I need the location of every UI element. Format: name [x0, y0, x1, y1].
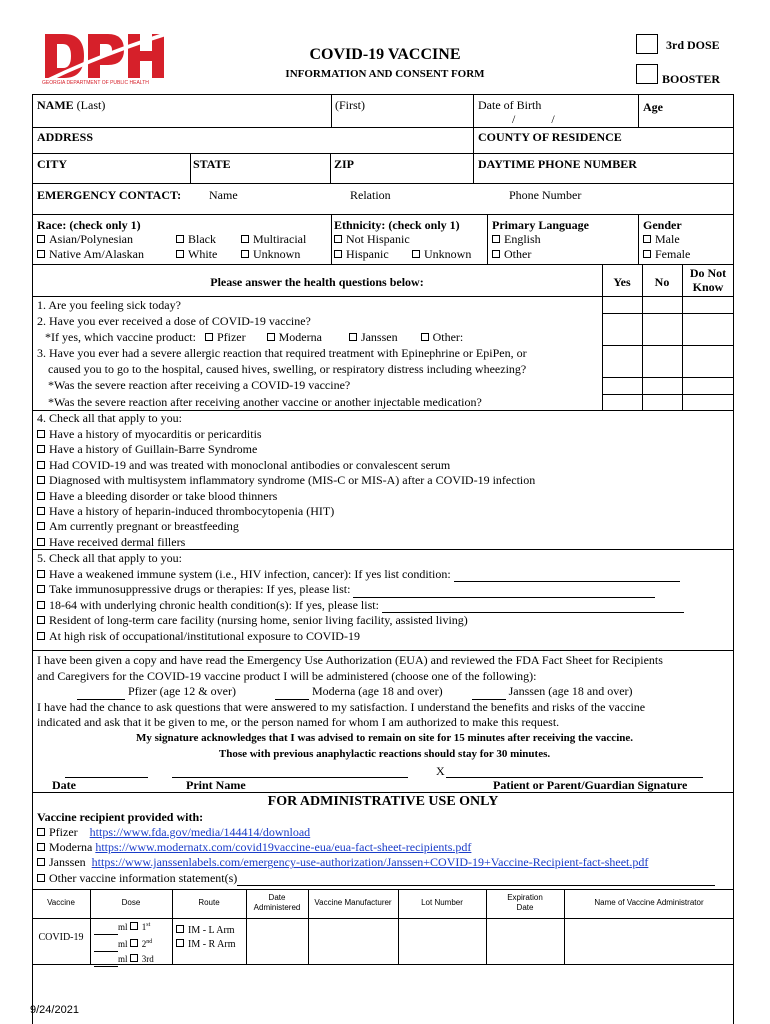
checkbox-icon [241, 235, 249, 243]
q5-chronic-input[interactable] [382, 601, 684, 613]
consent-p6: Those with previous anaphylactic reactions should stay for 30 minutes. [218, 747, 551, 760]
question-2: 2. Have you ever received a dose of COVID-19 vaccine? [37, 314, 311, 328]
q5-ltc[interactable]: Resident of long-term care facility (nursing home, senior living facility, assisted living) [37, 613, 684, 628]
checkbox-icon [37, 843, 45, 851]
emergency-name-label: Name [209, 188, 238, 202]
q2-other[interactable]: Other: [421, 330, 464, 344]
consent-choices [37, 684, 732, 700]
col-expiration: Expiration Date [507, 893, 543, 912]
col-date: Date Administered [253, 893, 301, 912]
question-5: 5. Check all that apply to you: [37, 551, 182, 565]
consent-p1: I have been given a copy and have read the Emergency Use Authorization (EUA) and reviewed the FDA Fact Sheet for Recipients [37, 653, 663, 667]
question-3d: *Was the severe reaction after receiving another vaccine or another injectable medication? [48, 395, 482, 409]
state-label: STATE [193, 157, 231, 171]
q4-guillain-barre[interactable]: Have a history of Guillain-Barre Syndrome [37, 442, 535, 457]
row-route [176, 924, 236, 952]
checkbox-icon [37, 430, 45, 438]
health-header: Please answer the health questions below: [210, 275, 424, 289]
moderna-choice: Moderna (age 18 and over) [311, 684, 443, 699]
dob-label: Date of Birth [478, 98, 542, 112]
checkbox-icon [37, 570, 45, 578]
language-english[interactable]: English [492, 232, 541, 247]
race-native[interactable]: Native Am/Alaskan [37, 247, 144, 262]
checkbox-icon [176, 939, 184, 947]
col-route: Route [198, 898, 220, 907]
q5-chronic[interactable]: 18-64 with underlying chronic health condition(s): If yes, please list: [37, 598, 684, 613]
dose3-label: 3rd DOSE [666, 38, 720, 52]
janssen-link[interactable]: https://www.janssenlabels.com/emergency-use-authorization/Janssen+COVID-19+Vaccine-Recipient-fact-sheet.pdf [91, 855, 649, 870]
ethnicity-label: Ethnicity: (check only 1) [334, 218, 460, 232]
city-label: CITY [37, 157, 68, 171]
checkbox-icon [176, 925, 184, 933]
yes-header: Yes [613, 275, 631, 289]
print-name-label: Print Name [186, 778, 246, 792]
race-white[interactable]: White [176, 247, 217, 262]
question-4-list [37, 427, 535, 550]
q5-immunosuppressive[interactable]: Take immunosuppressive drugs or therapies: If yes, please list: [37, 582, 684, 597]
language-other[interactable]: Other [492, 247, 531, 262]
booster-label: BOOSTER [662, 72, 721, 86]
checkbox-icon [37, 601, 45, 609]
checkbox-icon [176, 235, 184, 243]
language-label: Primary Language [492, 218, 589, 232]
q5-immunosuppressive-input[interactable] [353, 586, 655, 598]
ethnicity-unknown[interactable]: Unknown [412, 247, 471, 262]
name-first-label: (First) [335, 98, 365, 112]
checkbox-icon [37, 476, 45, 484]
dose3-checkbox[interactable] [636, 34, 658, 54]
consent-p4: indicated and ask that it be given to me, or the person named for whom I am authorized to make this request. [37, 715, 560, 730]
dose-2[interactable]: ml 2nd [94, 935, 154, 952]
moderna-link[interactable]: https://www.modernatx.com/covid19vaccine-eua/eua-fact-sheet-recipients.pdf [95, 840, 472, 855]
route-left-arm[interactable]: IM - L Arm [176, 924, 236, 938]
dose-3[interactable]: ml 3rd [94, 952, 154, 967]
gender-female[interactable]: Female [643, 247, 690, 262]
question-2a: *If yes, which vaccine product: Pfizer Moderna Janssen Other: [45, 330, 464, 344]
checkbox-icon [205, 333, 213, 341]
admin-pfizer[interactable]: Pfizer https://www.fda.gov/media/144414/download [37, 825, 715, 840]
q4-pregnant[interactable]: Am currently pregnant or breastfeeding [37, 519, 535, 534]
pfizer-link[interactable]: https://www.fda.gov/media/144414/download [89, 825, 311, 839]
admin-links [37, 825, 715, 886]
admin-other-input[interactable] [237, 874, 715, 886]
consent-p2: and Caregivers for the COVID-19 vaccine product I will be administered (choose one of the following): [37, 668, 537, 683]
q5-immune-input[interactable] [454, 570, 680, 582]
admin-janssen[interactable]: Janssen https://www.janssenlabels.com/emergency-use-authorization/Janssen+COVID-19+Vaccine-Recipient-fact-sheet.pdf [37, 855, 715, 870]
checkbox-icon [349, 333, 357, 341]
checkbox-icon [492, 250, 500, 258]
q4-dermal-fillers[interactable]: Have received dermal fillers [37, 535, 535, 550]
name-label: NAME [37, 98, 74, 112]
dob-input[interactable]: / / [512, 112, 555, 126]
checkbox-icon [37, 616, 45, 624]
checkbox-icon [37, 858, 45, 866]
q2-moderna[interactable]: Moderna [267, 330, 322, 344]
signature-x: X [436, 764, 445, 778]
checkbox-icon [643, 250, 651, 258]
name-last-input[interactable] [34, 112, 328, 126]
checkbox-icon [37, 461, 45, 469]
pfizer-choice-line[interactable] [77, 689, 125, 700]
checkbox-icon [37, 522, 45, 530]
janssen-choice: Janssen (age 18 and over) [508, 684, 633, 699]
question-3c: *Was the severe reaction after receiving a COVID-19 vaccine? [48, 378, 351, 392]
race-label: Race: (check only 1) [37, 218, 141, 232]
q4-monoclonal[interactable]: Had COVID-19 and was treated with monoclonal antibodies or convalescent serum [37, 458, 535, 473]
row-vaccine: COVID-19 [38, 932, 84, 943]
form-subtitle: INFORMATION AND CONSENT FORM [285, 68, 485, 80]
question-4: 4. Check all that apply to you: [37, 411, 182, 425]
col-manufacturer: Vaccine Manufacturer [314, 898, 392, 907]
checkbox-icon [37, 445, 45, 453]
zip-label: ZIP [334, 157, 355, 171]
checkbox-icon [241, 250, 249, 258]
checkbox-icon [130, 939, 138, 947]
race-multiracial[interactable]: Multiracial [241, 232, 306, 247]
q2-pfizer[interactable]: Pfizer [205, 330, 246, 344]
q4-mis[interactable]: Diagnosed with multisystem inflammatory syndrome (MIS-C or MIS-A) after a COVID-19 infection [37, 473, 535, 488]
consent-section [37, 653, 732, 762]
checkbox-icon [37, 538, 45, 546]
checkbox-icon [37, 250, 45, 258]
booster-checkbox[interactable] [636, 64, 658, 84]
checkbox-icon [412, 250, 420, 258]
admin-moderna[interactable]: Moderna https://www.modernatx.com/covid19vaccine-eua/eua-fact-sheet-recipients.pdf [37, 840, 715, 855]
gender-male[interactable]: Male [643, 232, 680, 247]
checkbox-icon [37, 828, 45, 836]
checkbox-icon [267, 333, 275, 341]
race-black[interactable]: Black [176, 232, 216, 247]
q4-bleeding[interactable]: Have a bleeding disorder or take blood thinners [37, 489, 535, 504]
ethnicity-not-hispanic[interactable]: Not Hispanic [334, 232, 410, 247]
date-label: Date [52, 778, 76, 792]
checkbox-icon [37, 235, 45, 243]
consent-p3: I have had the chance to ask questions that were answered to my satisfaction. I understand the benefits and risks of the vaccine [37, 699, 646, 714]
gender-label: Gender [643, 218, 682, 232]
emergency-label: EMERGENCY CONTACT: [37, 188, 182, 202]
admin-provided: Vaccine recipient provided with: [37, 810, 204, 824]
race-unknown[interactable]: Unknown [241, 247, 300, 262]
county-label: COUNTY OF RESIDENCE [478, 130, 622, 144]
checkbox-icon [37, 492, 45, 500]
dph-logo-subtitle: GEORGIA DEPARTMENT OF PUBLIC HEALTH [42, 80, 149, 86]
checkbox-icon [37, 507, 45, 515]
col-vaccine: Vaccine [47, 898, 75, 907]
checkbox-icon [176, 250, 184, 258]
form-title: COVID-19 VACCINE [309, 46, 461, 63]
emergency-relation-label: Relation [350, 188, 391, 202]
pfizer-choice: Pfizer (age 12 & over) [128, 684, 236, 699]
age-label: Age [643, 100, 663, 114]
col-lot: Lot Number [421, 898, 463, 907]
checkbox-icon [37, 585, 45, 593]
checkbox-icon [643, 235, 651, 243]
checkbox-icon [130, 954, 138, 962]
q4-myocarditis[interactable]: Have a history of myocarditis or pericarditis [37, 427, 535, 442]
name-first-input[interactable] [334, 112, 471, 126]
address-label: ADDRESS [37, 130, 94, 144]
question-1: 1. Are you feeling sick today? [37, 298, 181, 312]
route-right-arm[interactable]: IM - R Arm [176, 938, 236, 952]
q5-occupational[interactable]: At high risk of occupational/institutional exposure to COVID-19 [37, 629, 684, 644]
admin-header: FOR ADMINISTRATIVE USE ONLY [267, 794, 499, 809]
phone-label: DAYTIME PHONE NUMBER [478, 157, 637, 171]
checkbox-icon [37, 874, 45, 882]
admin-other[interactable]: Other vaccine information statement(s) [37, 871, 715, 886]
row-dose [94, 918, 154, 967]
q2-janssen[interactable]: Janssen [349, 330, 398, 344]
date-line [65, 777, 148, 778]
q4-hit[interactable]: Have a history of heparin-induced thrombocytopenia (HIT) [37, 504, 535, 519]
janssen-choice-line[interactable] [472, 689, 506, 700]
race-asian[interactable]: Asian/Polynesian [37, 232, 133, 247]
ethnicity-hispanic[interactable]: Hispanic [334, 247, 389, 262]
name-last-label: (Last) [76, 98, 106, 112]
question-3: 3. Have you ever had a severe allergic reaction that required treatment with Epinephrine or EpiPen, or [37, 346, 527, 360]
col-administrator: Name of Vaccine Administrator [594, 898, 704, 907]
checkbox-icon [37, 632, 45, 640]
emergency-phone-label: Phone Number [509, 188, 582, 202]
question-5-list [37, 567, 684, 644]
question-3b: caused you to go to the hospital, caused hives, swelling, or respiratory distress including wheezing? [48, 362, 527, 376]
no-header: No [654, 275, 670, 289]
checkbox-icon [492, 235, 500, 243]
checkbox-icon [421, 333, 429, 341]
dose-1[interactable]: ml 1st [94, 918, 154, 935]
checkbox-icon [130, 922, 138, 930]
checkbox-icon [334, 235, 342, 243]
moderna-choice-line[interactable] [275, 689, 309, 700]
signature-label: Patient or Parent/Guardian Signature [493, 778, 688, 792]
checkbox-icon [334, 250, 342, 258]
footer-date: 9/24/2021 [30, 1004, 79, 1016]
q5-immune[interactable]: Have a weakened immune system (i.e., HIV infection, cancer): If yes list condition: [37, 567, 684, 582]
dont-know-header: Do Not Know [689, 266, 727, 294]
consent-p5: My signature acknowledges that I was advised to remain on site for 15 minutes after receiving the vaccine. [136, 731, 633, 744]
col-dose: Dose [121, 898, 141, 907]
